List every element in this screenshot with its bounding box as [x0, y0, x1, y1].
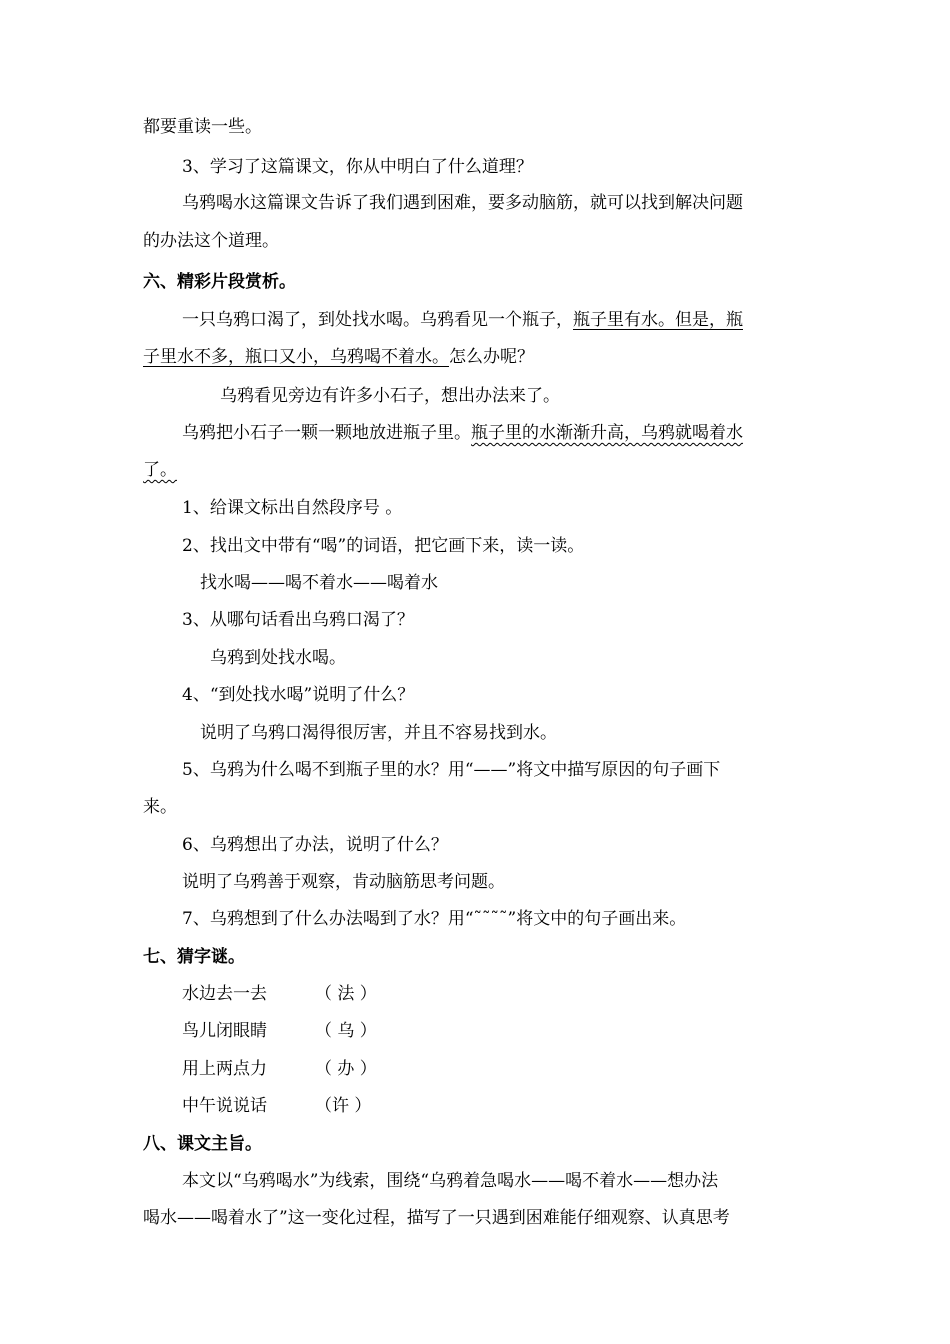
excerpt-text: 乌鸦把小石子一颗一颗地放进瓶子里。: [182, 423, 471, 443]
answer-3-line-2: 的办法这个道理。: [143, 231, 279, 251]
summary-line-2: 喝水——喝着水了”这一变化过程，描写了一只遇到困难能仔细观察、认真思考: [143, 1208, 730, 1228]
question-3: 3、学习了这篇课文，你从中明白了什么道理？: [182, 157, 533, 177]
continued-text: 都要重读一些。: [143, 117, 262, 137]
riddle-answer: （ 办 ）: [315, 1059, 377, 1079]
riddle-answer: （ 乌 ）: [315, 1021, 377, 1041]
riddle-question: 鸟儿闭眼睛: [182, 1021, 267, 1041]
excerpt-line-1: [182, 308, 743, 332]
riddle-question: 用上两点力: [182, 1059, 267, 1079]
wavy-underlined-sentence: 了。: [143, 460, 177, 480]
exercise-5-line-2: 来。: [143, 797, 177, 817]
section-6-heading: 六、精彩片段赏析。: [143, 272, 296, 292]
exercise-3: 3、从哪句话看出乌鸦口渴了？: [182, 610, 414, 630]
riddle-question: 中午说说话: [182, 1096, 267, 1116]
riddle-answer: （许 ）: [315, 1096, 372, 1116]
exercise-6-answer: 说明了乌鸦善于观察，肯动脑筋思考问题。: [182, 872, 505, 892]
riddle-answer: （ 法 ）: [315, 984, 377, 1004]
exercise-3-answer: 乌鸦到处找水喝。: [210, 648, 346, 668]
underlined-sentence: 子里水不多，瓶口又小，乌鸦喝不着水。: [143, 347, 449, 367]
exercise-6: 6、乌鸦想出了办法，说明了什么？: [182, 835, 448, 855]
excerpt-text: 一只乌鸦口渴了，到处找水喝。乌鸦看见一个瓶子，: [182, 310, 573, 330]
wavy-underlined-sentence: 瓶子里的水渐渐升高，乌鸦就喝着水: [471, 423, 743, 443]
exercise-2-answer: 找水喝——喝不着水——喝着水: [200, 573, 438, 593]
exercise-7: 7、乌鸦想到了什么办法喝到了水？用“˜˜˜˜”将文中的句子画出来。: [182, 909, 687, 929]
exercise-4-answer: 说明了乌鸦口渴得很厉害，并且不容易找到水。: [200, 723, 557, 743]
excerpt-line-5: [143, 458, 177, 482]
underlined-sentence: 瓶子里有水。但是，瓶: [573, 310, 743, 330]
summary-line-1: 本文以“乌鸦喝水”为线索，围绕“乌鸦着急喝水——喝不着水——想办法: [182, 1171, 719, 1191]
exercise-4: 4、“到处找水喝”说明了什么？: [182, 685, 415, 705]
exercise-1: 1、给课文标出自然段序号 。: [182, 498, 403, 518]
riddle-question: 水边去一去: [182, 984, 267, 1004]
section-7-heading: 七、猜字谜。: [143, 947, 245, 967]
exercise-2: 2、找出文中带有“喝”的词语，把它画下来，读一读。: [182, 536, 585, 556]
excerpt-text: 怎么办呢？: [449, 347, 534, 367]
excerpt-line-4: [182, 421, 743, 445]
excerpt-line-3: 乌鸦看见旁边有许多小石子，想出办法来了。: [220, 386, 560, 406]
excerpt-line-2: [143, 345, 534, 369]
section-8-heading: 八、课文主旨。: [143, 1134, 262, 1154]
answer-3-line-1: 乌鸦喝水这篇课文告诉了我们遇到困难，要多动脑筋，就可以找到解决问题: [182, 193, 743, 213]
exercise-5-line-1: 5、乌鸦为什么喝不到瓶子里的水？用“——”将文中描写原因的句子画下: [182, 760, 721, 780]
